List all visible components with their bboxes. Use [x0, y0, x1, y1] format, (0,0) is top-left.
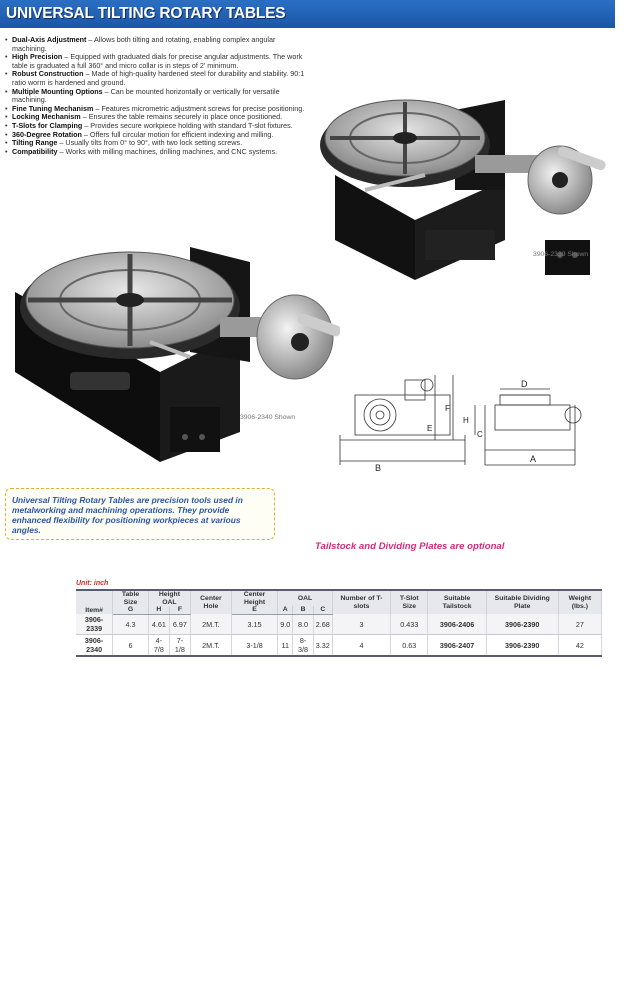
table-cell: 0.63: [391, 635, 428, 657]
description-text: Universal Tilting Rotary Tables are precision tools used in metalworking and machining operations. They provide enhanced flexibility for positioning workpieces at various angles.: [12, 495, 243, 535]
dim-label-c: C: [477, 430, 483, 439]
header-b: B: [293, 606, 314, 614]
header-table-size: Table Size: [113, 590, 149, 606]
table-cell: 3906-2407: [428, 635, 486, 657]
header-weight: Weight (lbs.): [558, 590, 601, 614]
header-tslot-size: T-Slot Size: [391, 590, 428, 614]
table-cell: 3-1/8: [231, 635, 277, 657]
header-center-hole: Center Hole: [190, 590, 231, 614]
table-cell: 2.68: [313, 614, 332, 635]
feature-item: • Fine Tuning Mechanism – Features micrometric adjustment screws for precise positioning.: [5, 105, 305, 114]
table-cell: 0.433: [391, 614, 428, 635]
table-cell: 4-7/8: [148, 635, 169, 657]
feature-item: • Dual-Axis Adjustment – Allows both tilting and rotating, enabling complex angular machining.: [5, 36, 305, 53]
product-photo-lower: [10, 232, 340, 467]
header-tailstock: Suitable Tailstock: [428, 590, 486, 614]
feature-item: • Tilting Range – Usually tilts from 0° to 90°, with two lock setting screws.: [5, 139, 305, 148]
unit-label: Unit: inch: [76, 580, 109, 587]
description-box: [5, 488, 275, 540]
dim-label-b: B: [375, 463, 382, 473]
table-cell: 11: [278, 635, 293, 657]
table-cell: 42: [558, 635, 601, 657]
spec-table: [76, 589, 602, 657]
header-c: C: [313, 606, 332, 614]
dim-label-a: A: [530, 454, 537, 464]
table-cell: 27: [558, 614, 601, 635]
table-cell: 2M.T.: [190, 614, 231, 635]
table-cell: 3906-2406: [428, 614, 486, 635]
feature-item: • Compatibility – Works with milling machines, drilling machines, and CNC systems.: [5, 148, 305, 157]
header-tslots: Number of T-slots: [332, 590, 390, 614]
table-cell: 7-1/8: [169, 635, 190, 657]
feature-item: • High Precision – Equipped with graduated dials for precise angular adjustments. The work table is graduated a full 360° and micro collar is in steps of 2' minimum.: [5, 53, 305, 70]
feature-item: • Locking Mechanism – Ensures the table remains securely in place once positioned.: [5, 113, 305, 122]
dimension-drawing: [335, 365, 585, 475]
table-cell: 9.0: [278, 614, 293, 635]
table-cell: 2M.T.: [190, 635, 231, 657]
dim-label-h: H: [463, 416, 469, 425]
header-oal: OAL: [278, 590, 333, 606]
table-row: [76, 614, 602, 635]
table-cell: 8.0: [293, 614, 314, 635]
dim-label-f: F: [445, 404, 450, 413]
header-a: A: [278, 606, 293, 614]
product-photo-upper: [305, 80, 625, 280]
header-h: H: [148, 606, 169, 614]
table-cell: 4.61: [148, 614, 169, 635]
table-cell: 3906-2390: [486, 635, 558, 657]
table-cell: 3906-2340: [76, 635, 113, 657]
table-cell: 3906-2390: [486, 614, 558, 635]
caption-upper: 3906-2339 Shown: [533, 251, 589, 258]
header-center-height: Center Height: [231, 590, 277, 606]
table-cell: 3: [332, 614, 390, 635]
header-height-oal: Height OAL: [148, 590, 190, 606]
table-cell: 3.15: [231, 614, 277, 635]
caption-lower: 3906-2340 Shown: [240, 414, 296, 421]
feature-item: • Multiple Mounting Options – Can be mounted horizontally or vertically for versatile machining.: [5, 88, 305, 105]
header-e: E: [231, 606, 277, 614]
feature-item: • Robust Construction – Made of high-quality hardened steel for durability and stability. 90:1 ratio worm is hardened and ground.: [5, 70, 305, 87]
feature-item: • 360-Degree Rotation – Offers full circular motion for efficient indexing and milling.: [5, 131, 305, 140]
table-cell: 4: [332, 635, 390, 657]
table-cell: 8-3/8: [293, 635, 314, 657]
table-cell: 6.97: [169, 614, 190, 635]
header-dividing-plate: Suitable Dividing Plate: [486, 590, 558, 614]
header-g: G: [113, 606, 149, 614]
table-cell: 4.3: [113, 614, 149, 635]
page-header: [0, 0, 615, 28]
feature-list: [5, 36, 305, 156]
dim-label-d: D: [521, 379, 528, 389]
page-title: UNIVERSAL TILTING ROTARY TABLES: [6, 5, 286, 22]
header-f: F: [169, 606, 190, 614]
dim-label-e: E: [427, 424, 433, 433]
table-cell: 3906-2339: [76, 614, 113, 635]
table-cell: 6: [113, 635, 149, 657]
table-cell: 3.32: [313, 635, 332, 657]
feature-item: • T-Slots for Clamping – Provides secure workpiece holding with standard T-slot fixtures.: [5, 122, 305, 131]
optional-note: Tailstock and Dividing Plates are optional: [315, 541, 505, 552]
table-row: [76, 635, 602, 657]
header-item: Item#: [76, 590, 113, 614]
